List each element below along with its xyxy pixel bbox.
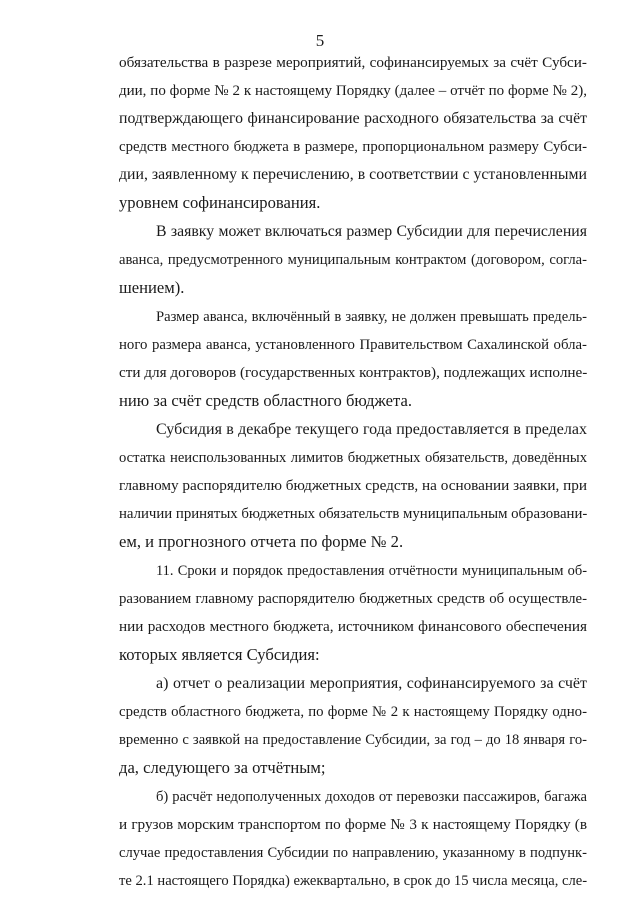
text-line: случае предоставления Субсидии по направлению, указанному в подпунк- — [119, 845, 587, 861]
text-line: уровнем софинансирования. — [119, 193, 321, 212]
text-line: дии, заявленному к перечислению, в соответствии с установленными — [119, 166, 587, 183]
text-line: аванса, предусмотренного муниципальным контрактом (договором, согла- — [119, 252, 587, 268]
page-number: 5 — [315, 31, 325, 50]
text-line: остатка неиспользованных лимитов бюджетных обязательств, доведённых — [119, 450, 587, 466]
text-line: дии, по форме № 2 к настоящему Порядку (далее – отчёт по форме № 2), — [119, 83, 587, 99]
text-line: временно с заявкой на предоставление Субсидии, за год – до 18 января го- — [119, 732, 587, 748]
text-line: Субсидия в декабре текущего года предоставляется в пределах — [156, 421, 587, 438]
text-line: наличии принятых бюджетных обязательств муниципальным образовани- — [119, 506, 588, 522]
text-line: сти для договоров (государственных контрактов), подлежащих исполне- — [119, 364, 588, 381]
text-line: ного размера аванса, установленного Правительством Сахалинской обла- — [119, 337, 587, 353]
text-line: да, следующего за отчётным; — [119, 758, 326, 777]
text-line: главному распорядителю бюджетных средств, на основании заявки, при — [119, 477, 587, 494]
text-line: Размер аванса, включённый в заявку, не должен превышать предель- — [156, 309, 587, 325]
text-line: разованием главному распорядителю бюджетных средств об осуществле- — [119, 591, 587, 607]
text-line: обязательства в разрезе мероприятий, софинансируемых за счёт Субси- — [119, 54, 587, 71]
text-line: 11. Сроки и порядок предоставления отчётности муниципальным об- — [156, 563, 587, 579]
text-line: нию за счёт средств областного бюджета. — [119, 391, 412, 410]
text-line: шением). — [119, 278, 185, 297]
text-line: В заявку может включаться размер Субсидии для перечисления — [156, 223, 587, 240]
text-line: средств местного бюджета в размере, пропорциональном размеру Субси- — [119, 139, 587, 155]
text-line: те 2.1 настоящего Порядка) ежеквартально, в срок до 15 числа месяца, сле- — [119, 873, 588, 889]
text-line: ем, и прогнозного отчета по форме № 2. — [119, 532, 404, 551]
text-line: а) отчет о реализации мероприятия, софинансируемого за счёт — [156, 675, 587, 692]
text-line: подтверждающего финансирование расходного обязательства за счёт — [119, 110, 587, 127]
text-line: нии расходов местного бюджета, источником финансового обеспечения — [119, 618, 587, 635]
text-line: которых является Субсидия: — [119, 645, 320, 664]
text-line: б) расчёт недополученных доходов от перевозки пассажиров, багажа — [156, 789, 587, 805]
text-line: и грузов морским транспортом по форме № 3 к настоящему Порядку (в — [119, 816, 587, 833]
text-line: средств областного бюджета, по форме № 2 к настоящему Порядку одно- — [119, 704, 587, 720]
